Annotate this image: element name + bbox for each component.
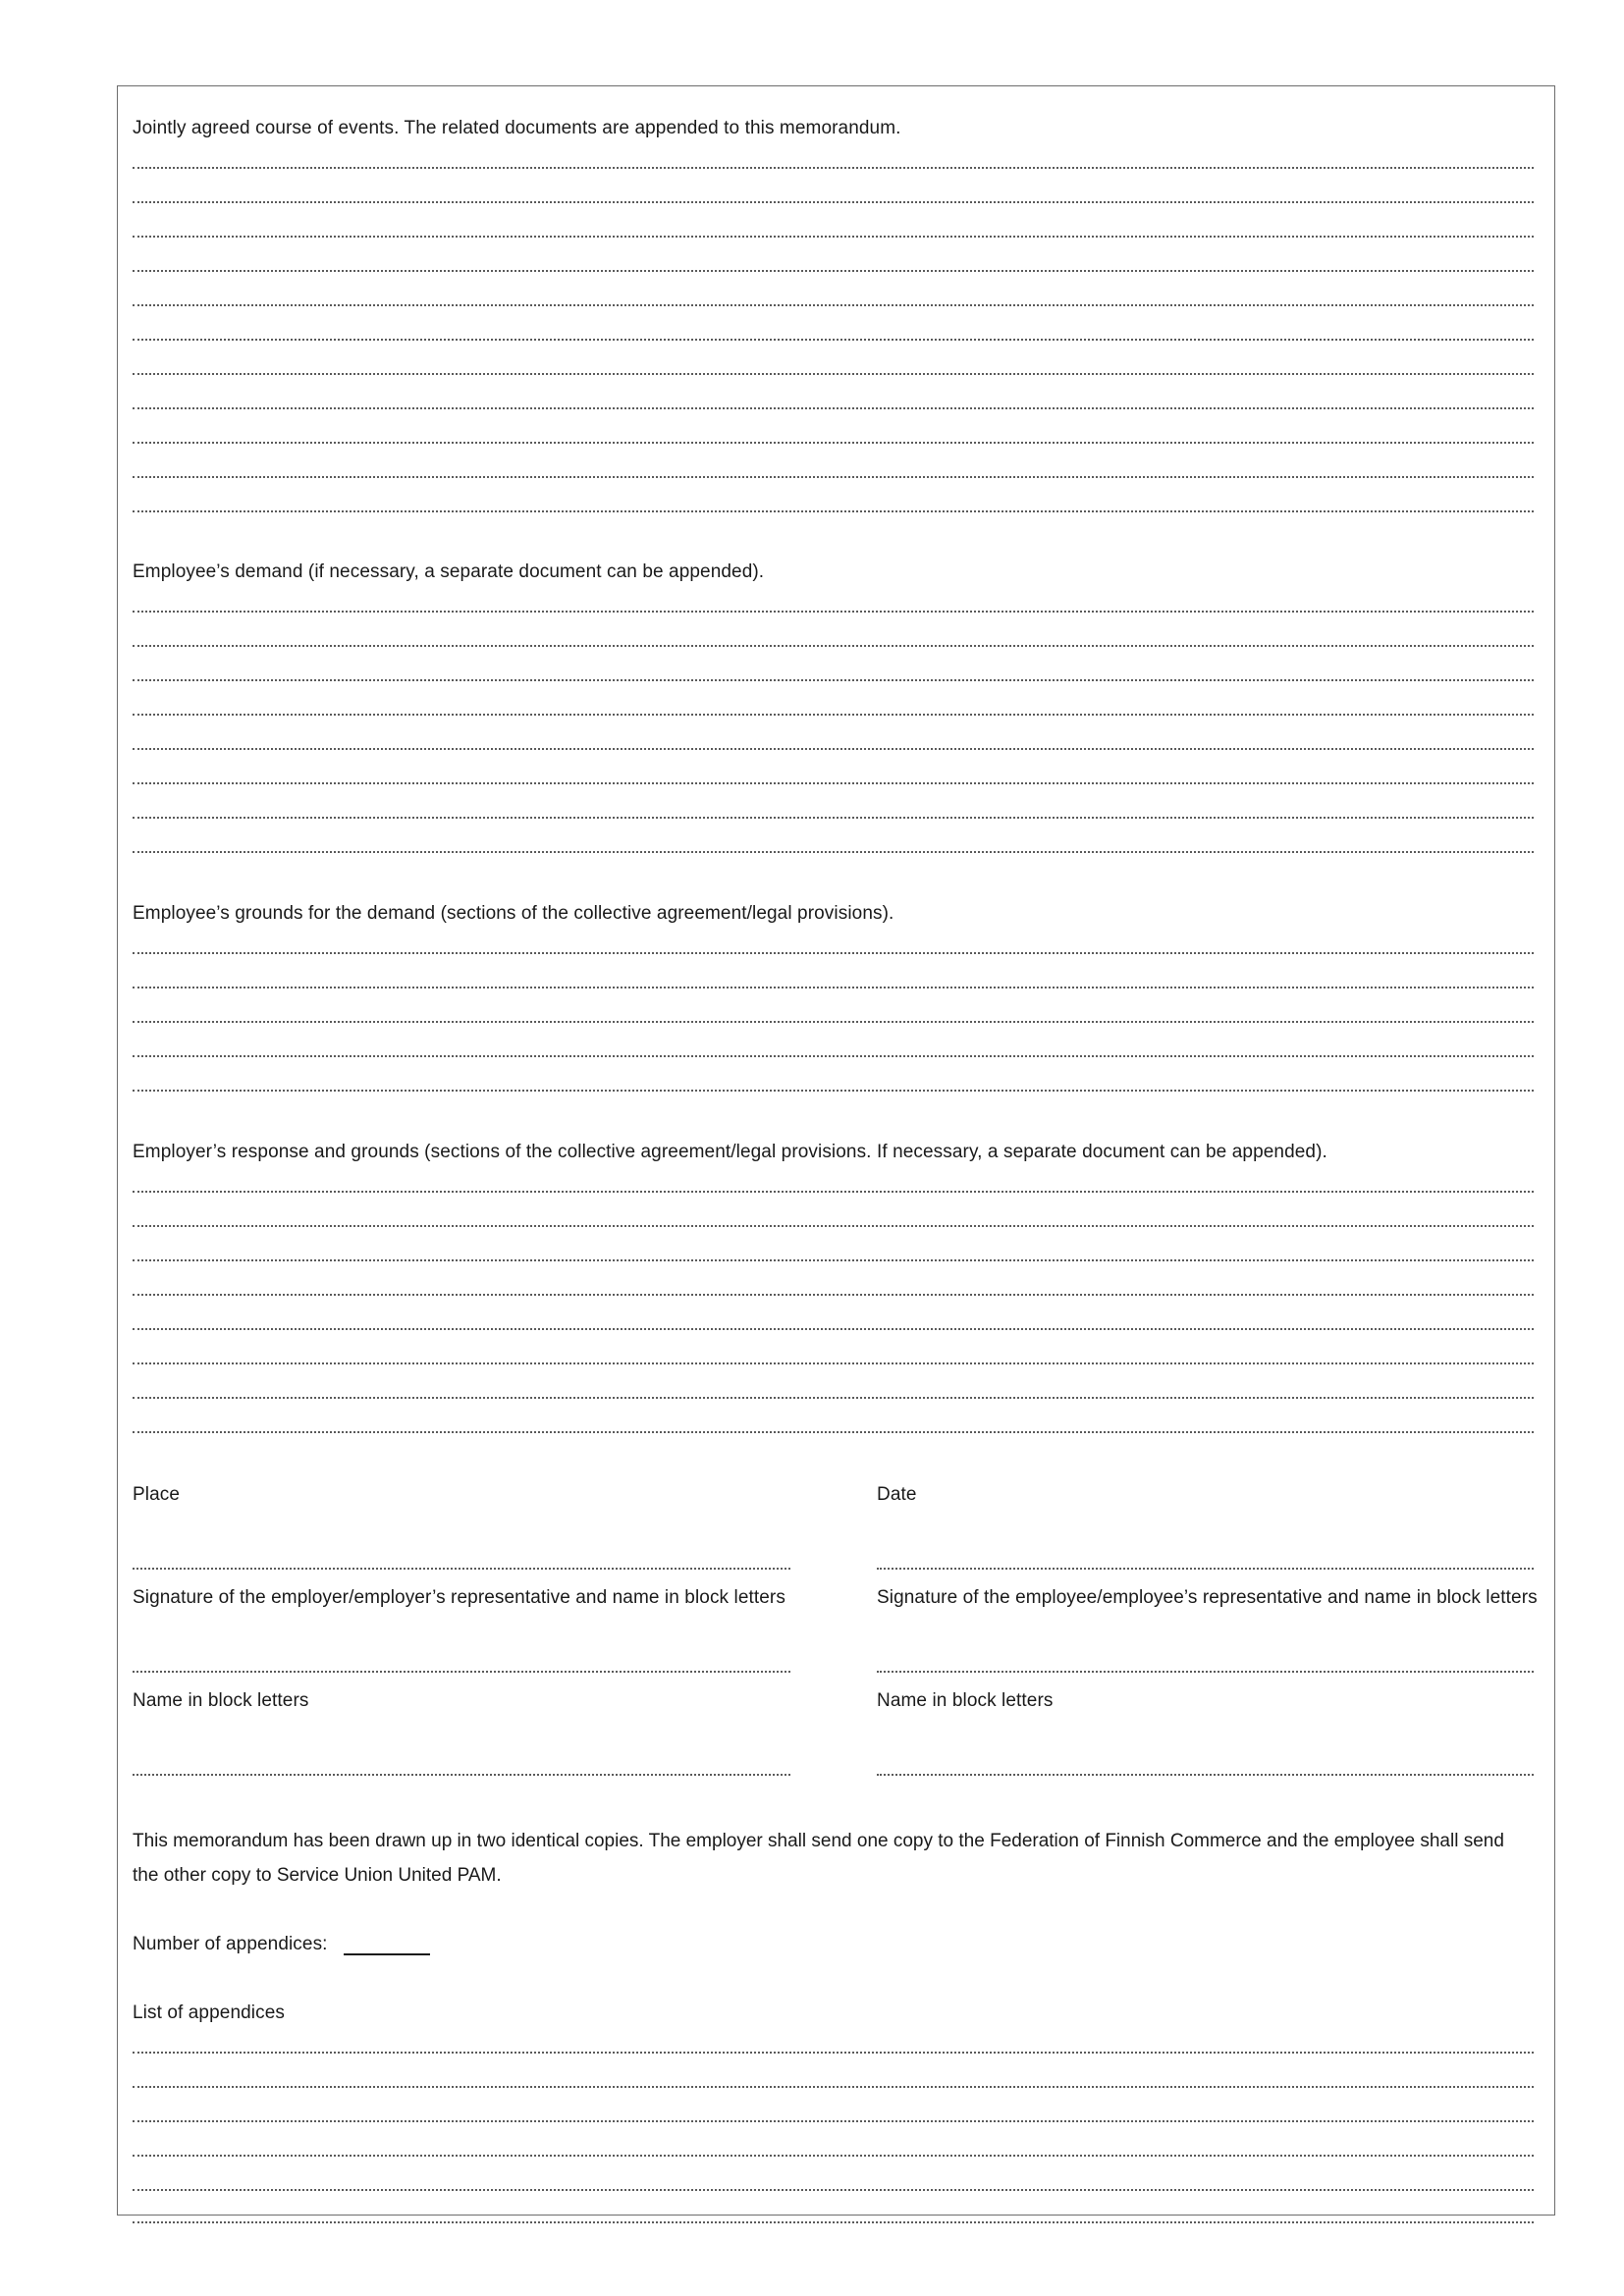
employer-response-label: Employer’s response and grounds (sections of the collective agreement/legal provisions. If necessary, a separate document can be appended). (133, 1142, 1327, 1162)
employer-response-line-5[interactable] (133, 1328, 1534, 1330)
appendices-list-line-6[interactable] (133, 2221, 1534, 2223)
employee-name-block-line[interactable] (877, 1774, 1534, 1776)
appendices-list-line-1[interactable] (133, 2052, 1534, 2054)
employer-signature-label: Signature of the employer/employer’s representative and name in block letters (133, 1587, 785, 1608)
appendices-list-line-4[interactable] (133, 2155, 1534, 2157)
employer-response-line-8[interactable] (133, 1431, 1534, 1433)
employer-response-line-3[interactable] (133, 1259, 1534, 1261)
appendices-count-label: Number of appendices: (133, 1934, 328, 1954)
employee-name-block-label: Name in block letters (877, 1690, 1054, 1711)
memorandum-note: This memorandum has been drawn up in two identical copies. The employer shall send one copy to the Federation of Finnish Commerce and the employee shall send the other copy to Service Union United PAM. (133, 1831, 1504, 1886)
employer-response-line-6[interactable] (133, 1362, 1534, 1364)
course-of-events-line-11[interactable] (133, 510, 1534, 512)
appendices-list-label: List of appendices (133, 2002, 285, 2023)
course-of-events-line-3[interactable] (133, 236, 1534, 238)
appendices-list-line-3[interactable] (133, 2120, 1534, 2122)
employee-grounds-line-1[interactable] (133, 952, 1534, 954)
course-of-events-line-6[interactable] (133, 339, 1534, 341)
employee-demand-line-8[interactable] (133, 851, 1534, 853)
employee-demand-line-2[interactable] (133, 645, 1534, 647)
employee-grounds-label: Employee’s grounds for the demand (sections of the collective agreement/legal provisions). (133, 903, 894, 924)
appendices-count-field[interactable] (344, 1953, 430, 1955)
employer-name-block-line[interactable] (133, 1774, 790, 1776)
date-line[interactable] (877, 1568, 1534, 1570)
course-of-events-label: Jointly agreed course of events. The related documents are appended to this memorandum. (133, 118, 901, 138)
course-of-events-line-4[interactable] (133, 270, 1534, 272)
appendices-list-line-5[interactable] (133, 2189, 1534, 2191)
course-of-events-line-10[interactable] (133, 476, 1534, 478)
course-of-events-line-8[interactable] (133, 407, 1534, 409)
employee-demand-line-4[interactable] (133, 714, 1534, 716)
employee-demand-line-3[interactable] (133, 679, 1534, 681)
employee-demand-line-5[interactable] (133, 748, 1534, 750)
employer-response-line-2[interactable] (133, 1225, 1534, 1227)
employer-signature-line[interactable] (133, 1671, 790, 1673)
employee-demand-line-7[interactable] (133, 817, 1534, 819)
course-of-events-line-7[interactable] (133, 373, 1534, 375)
employer-response-line-7[interactable] (133, 1397, 1534, 1399)
place-label: Place (133, 1484, 181, 1505)
employee-grounds-line-3[interactable] (133, 1021, 1534, 1023)
employee-demand-line-6[interactable] (133, 782, 1534, 784)
appendices-list-line-2[interactable] (133, 2086, 1534, 2088)
employer-name-block-label: Name in block letters (133, 1690, 309, 1711)
employee-grounds-line-4[interactable] (133, 1055, 1534, 1057)
course-of-events-line-9[interactable] (133, 442, 1534, 444)
employee-demand-label: Employee’s demand (if necessary, a separate document can be appended). (133, 561, 765, 582)
employer-response-line-4[interactable] (133, 1294, 1534, 1296)
employee-grounds-line-2[interactable] (133, 987, 1534, 988)
course-of-events-line-5[interactable] (133, 304, 1534, 306)
employee-grounds-line-5[interactable] (133, 1090, 1534, 1092)
date-label: Date (877, 1484, 917, 1505)
employee-signature-label: Signature of the employee/employee’s representative and name in block letters (877, 1587, 1538, 1608)
place-line[interactable] (133, 1568, 790, 1570)
course-of-events-line-1[interactable] (133, 167, 1534, 169)
employee-demand-line-1[interactable] (133, 611, 1534, 613)
employer-response-line-1[interactable] (133, 1191, 1534, 1193)
course-of-events-line-2[interactable] (133, 201, 1534, 203)
employee-signature-line[interactable] (877, 1671, 1534, 1673)
